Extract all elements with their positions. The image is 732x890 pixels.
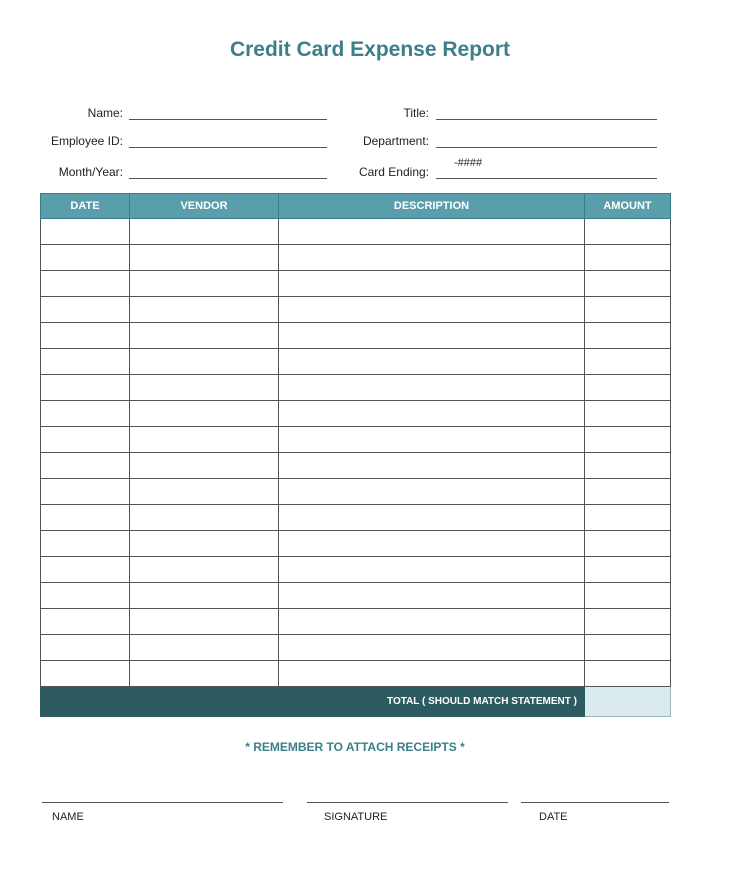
table-row	[41, 427, 671, 453]
signature-date-label: DATE	[539, 811, 568, 823]
date-cell[interactable]	[41, 219, 130, 245]
total-row	[41, 687, 671, 717]
card-ending-field[interactable]	[436, 178, 657, 179]
amount-cell[interactable]	[585, 349, 671, 375]
title-label: Title:	[403, 106, 429, 120]
description-cell[interactable]	[279, 271, 585, 297]
department-field[interactable]	[436, 147, 657, 148]
table-header-row	[41, 194, 671, 219]
reminder-text: * REMEMBER TO ATTACH RECEIPTS *	[245, 740, 465, 754]
table-row	[41, 583, 671, 609]
department-label: Department:	[362, 134, 429, 148]
vendor-cell[interactable]	[130, 427, 279, 453]
description-cell[interactable]	[279, 531, 585, 557]
signature-line[interactable]	[307, 802, 508, 803]
vendor-cell[interactable]	[130, 453, 279, 479]
employee-id-label: Employee ID:	[50, 134, 123, 148]
description-cell[interactable]	[279, 375, 585, 401]
amount-cell[interactable]	[585, 427, 671, 453]
vendor-cell[interactable]	[130, 635, 279, 661]
date-cell[interactable]	[41, 479, 130, 505]
table-row	[41, 349, 671, 375]
amount-cell[interactable]	[585, 557, 671, 583]
vendor-cell[interactable]	[130, 661, 279, 687]
table-row	[41, 505, 671, 531]
amount-cell[interactable]	[585, 531, 671, 557]
total-label: TOTAL ( SHOULD MATCH STATEMENT )	[41, 687, 585, 717]
vendor-cell[interactable]	[130, 349, 279, 375]
title-field[interactable]	[436, 119, 657, 120]
date-cell[interactable]	[41, 609, 130, 635]
description-cell[interactable]	[279, 323, 585, 349]
date-cell[interactable]	[41, 531, 130, 557]
vendor-cell[interactable]	[130, 375, 279, 401]
card-ending-value: -####	[454, 157, 483, 169]
description-cell[interactable]	[279, 453, 585, 479]
table-row	[41, 297, 671, 323]
date-cell[interactable]	[41, 453, 130, 479]
table-row	[41, 479, 671, 505]
amount-cell[interactable]	[585, 375, 671, 401]
date-cell[interactable]	[41, 557, 130, 583]
table-row	[41, 271, 671, 297]
vendor-cell[interactable]	[130, 219, 279, 245]
amount-header: AMOUNT	[585, 194, 671, 219]
vendor-cell[interactable]	[130, 245, 279, 271]
description-cell[interactable]	[279, 505, 585, 531]
description-header: DESCRIPTION	[279, 194, 585, 219]
month-year-field[interactable]	[129, 178, 327, 179]
date-cell[interactable]	[41, 427, 130, 453]
amount-cell[interactable]	[585, 401, 671, 427]
description-cell[interactable]	[279, 349, 585, 375]
description-cell[interactable]	[279, 479, 585, 505]
date-cell[interactable]	[41, 661, 130, 687]
description-cell[interactable]	[279, 609, 585, 635]
amount-cell[interactable]	[585, 661, 671, 687]
amount-cell[interactable]	[585, 453, 671, 479]
expense-table	[40, 193, 671, 717]
vendor-cell[interactable]	[130, 297, 279, 323]
description-cell[interactable]	[279, 427, 585, 453]
date-cell[interactable]	[41, 271, 130, 297]
total-amount-cell[interactable]	[585, 687, 671, 717]
amount-cell[interactable]	[585, 609, 671, 635]
table-row	[41, 609, 671, 635]
date-cell[interactable]	[41, 401, 130, 427]
date-cell[interactable]	[41, 297, 130, 323]
amount-cell[interactable]	[585, 219, 671, 245]
date-cell[interactable]	[41, 375, 130, 401]
date-signature-line[interactable]	[521, 802, 669, 803]
date-cell[interactable]	[41, 505, 130, 531]
description-cell[interactable]	[279, 297, 585, 323]
amount-cell[interactable]	[585, 583, 671, 609]
date-header: DATE	[41, 194, 130, 219]
description-cell[interactable]	[279, 557, 585, 583]
vendor-cell[interactable]	[130, 557, 279, 583]
date-cell[interactable]	[41, 583, 130, 609]
table-row	[41, 635, 671, 661]
name-label: Name:	[87, 106, 123, 120]
vendor-cell[interactable]	[130, 505, 279, 531]
vendor-cell[interactable]	[130, 609, 279, 635]
description-cell[interactable]	[279, 661, 585, 687]
description-cell[interactable]	[279, 245, 585, 271]
description-cell[interactable]	[279, 401, 585, 427]
amount-cell[interactable]	[585, 479, 671, 505]
description-cell[interactable]	[279, 635, 585, 661]
description-cell[interactable]	[279, 219, 585, 245]
table-row	[41, 245, 671, 271]
name-signature-line[interactable]	[42, 802, 283, 803]
amount-cell[interactable]	[585, 323, 671, 349]
table-body	[41, 219, 671, 687]
table-row	[41, 531, 671, 557]
vendor-header: VENDOR	[130, 194, 279, 219]
amount-cell[interactable]	[585, 297, 671, 323]
date-cell[interactable]	[41, 245, 130, 271]
description-cell[interactable]	[279, 583, 585, 609]
table-row	[41, 661, 671, 687]
name-field[interactable]	[129, 119, 327, 120]
amount-cell[interactable]	[585, 245, 671, 271]
amount-cell[interactable]	[585, 505, 671, 531]
vendor-cell[interactable]	[130, 323, 279, 349]
amount-cell[interactable]	[585, 271, 671, 297]
amount-cell[interactable]	[585, 635, 671, 661]
card-ending-label: Card Ending:	[358, 165, 429, 179]
vendor-cell[interactable]	[130, 531, 279, 557]
vendor-cell[interactable]	[130, 479, 279, 505]
vendor-cell[interactable]	[130, 401, 279, 427]
date-cell[interactable]	[41, 323, 130, 349]
month-year-label: Month/Year:	[58, 165, 123, 179]
table-row	[41, 401, 671, 427]
date-cell[interactable]	[41, 635, 130, 661]
date-cell[interactable]	[41, 349, 130, 375]
table-row	[41, 453, 671, 479]
table-row	[41, 219, 671, 245]
page-title: Credit Card Expense Report	[229, 38, 511, 61]
table-row	[41, 557, 671, 583]
signature-name-label: NAME	[52, 811, 84, 823]
table-row	[41, 323, 671, 349]
signature-label: SIGNATURE	[324, 811, 388, 823]
vendor-cell[interactable]	[130, 583, 279, 609]
vendor-cell[interactable]	[130, 271, 279, 297]
employee-id-field[interactable]	[129, 147, 327, 148]
table-row	[41, 375, 671, 401]
